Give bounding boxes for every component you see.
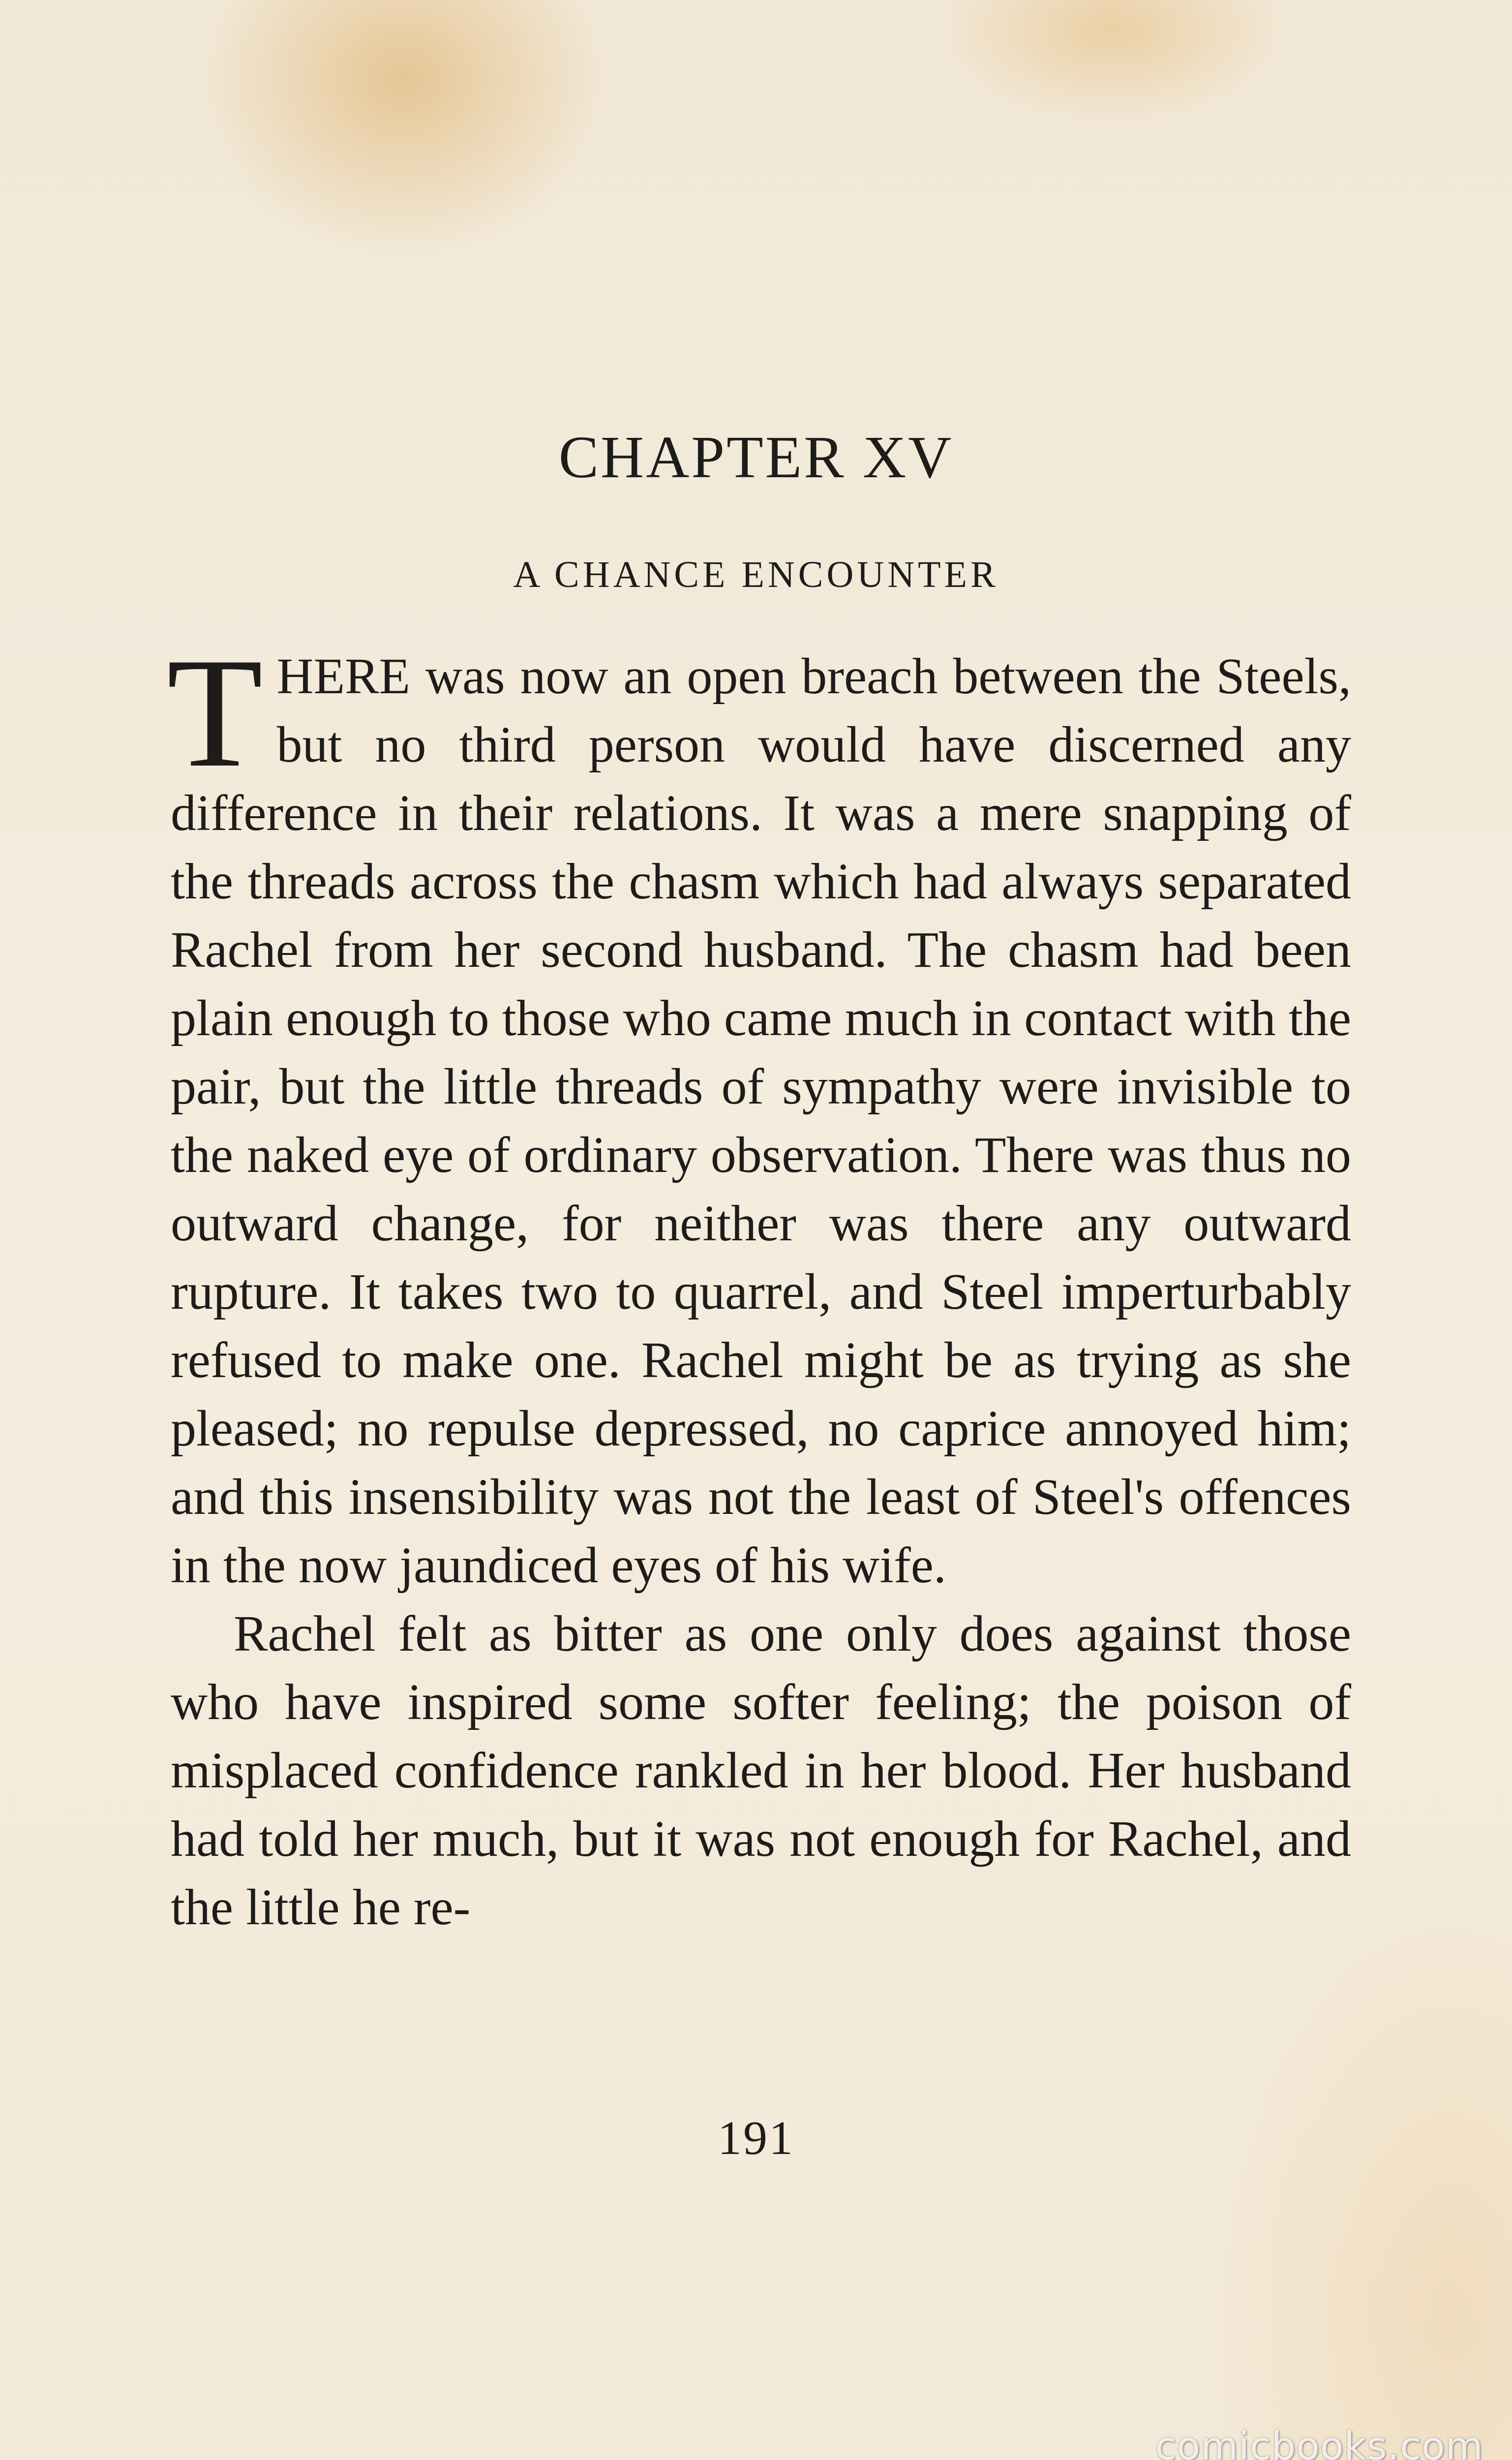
chapter-subtitle: A CHANCE ENCOUNTER — [513, 554, 999, 595]
paragraph-1-text: HERE was now an open breach between the Steels, but no third person would have discerned any difference in their relations. It was a mere snapping of the threads across the chasm which had always separated Rachel from her second husband. The chasm had been plain enough to those who came much in contact with the pair, but the little threads of sympathy were invisible to the naked eye of ordinary observation. There was thus no outward change, for neither was there any outward rupture. It takes two to quarrel, and Steel imperturbably refused to make one. Rachel might be as trying as she pleased; no repulse depressed, no caprice annoyed him; and this insensibility was not the least of Steel's offences in the now jaundiced eyes of his wife. — [171, 648, 1351, 1594]
paragraph-1 — [167, 626, 1351, 1599]
paragraph-2: Rachel felt as bitter as one only does against those who have inspired some softer feeling; the poison of misplaced confidence rankled in her blood. Her husband had told her much, but it was not enough for Rachel, and the little he re- — [171, 1605, 1351, 1936]
watermark-logo: comicbooks.com — [1155, 2425, 1483, 2460]
page-number: 191 — [718, 2112, 794, 2165]
chapter-body — [167, 626, 1351, 1941]
chapter-heading: CHAPTER XV — [558, 424, 954, 491]
drop-cap: T — [167, 626, 263, 800]
